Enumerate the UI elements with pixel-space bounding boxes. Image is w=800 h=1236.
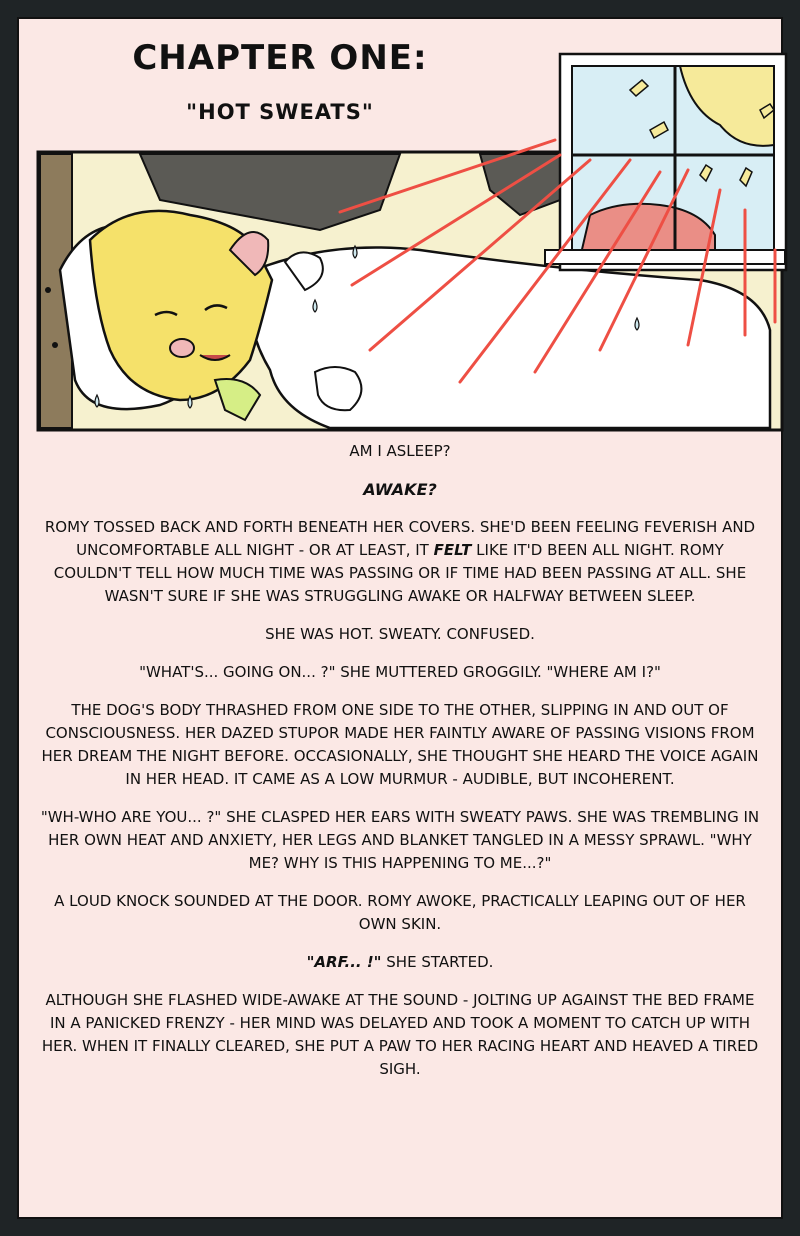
story-paragraph-3: "WHAT'S... GOING ON... ?" SHE MUTTERED GROGGILY. "WHERE AM I?" (139, 663, 661, 681)
story-paragraph-6: A LOUD KNOCK SOUNDED AT THE DOOR. ROMY AWOKE, PRACTICALLY LEAPING OUT OF HER OWN SKIN. (54, 892, 746, 933)
story-text (40, 440, 760, 1096)
story-paragraph-4: THE DOG'S BODY THRASHED FROM ONE SIDE TO THE OTHER, SLIPPING IN AND OUT OF CONSCIOUSNESS. HER DAZED STUPOR MADE HER FAINTLY AWARE OF PASSING VISIONS FROM HER DREAM THE NIGHT BEFORE. OCCASIONALLY, SHE THOUGHT SHE HEARD THE VOICE AGAIN IN HER HEAD. IT CAME AS A LOW MURMUR - AUDIBLE, BUT INCOHERENT. (41, 701, 759, 788)
chapter-title: CHAPTER ONE: (132, 38, 428, 78)
story-paragraph-1: ROMY TOSSED BACK AND FORTH BENEATH HER COVERS. SHE'D BEEN FEELING FEVERISH AND UNCOMFORTABLE ALL NIGHT - OR AT LEAST, IT FELT LIKE IT'D BEEN ALL NIGHT. ROMY COULDN'T TELL HOW MUCH TIME WAS PASSING OR IF TIME HAD BEEN PASSING AT ALL. SHE WASN'T SURE IF SHE WAS STRUGGLING AWAKE OR HALFWAY BETWEEN SLEEP. (44, 518, 756, 605)
story-line-asleep: AM I ASLEEP? (349, 442, 451, 460)
story-paragraph-5: "WH-WHO ARE YOU... ?" SHE CLASPED HER EARS WITH SWEATY PAWS. SHE WAS TREMBLING IN HER OWN HEAT AND ANXIETY, HER LEGS AND BLANKET TANGLED IN A MESSY SPRAWL. "WHY ME? WHY IS THIS HAPPENING TO ME...?" (40, 808, 760, 872)
story-paragraph-2: SHE WAS HOT. SWEATY. CONFUSED. (265, 625, 535, 643)
chapter-subtitle: "HOT SWEATS" (186, 100, 374, 124)
story-paragraph-7: "ARF... !" SHE STARTED. (306, 953, 494, 971)
window-icon (545, 54, 786, 270)
illustration-panel (0, 0, 800, 440)
story-line-awake: AWAKE? (363, 480, 437, 499)
story-paragraph-8: ALTHOUGH SHE FLASHED WIDE-AWAKE AT THE SOUND - JOLTING UP AGAINST THE BED FRAME IN A PANICKED FRENZY - HER MIND WAS DELAYED AND TOOK A MOMENT TO CATCH UP WITH HER. WHEN IT FINALLY CLEARED, SHE PUT A PAW TO HER RACING HEART AND HEAVED A TIRED SIGH. (41, 991, 759, 1078)
